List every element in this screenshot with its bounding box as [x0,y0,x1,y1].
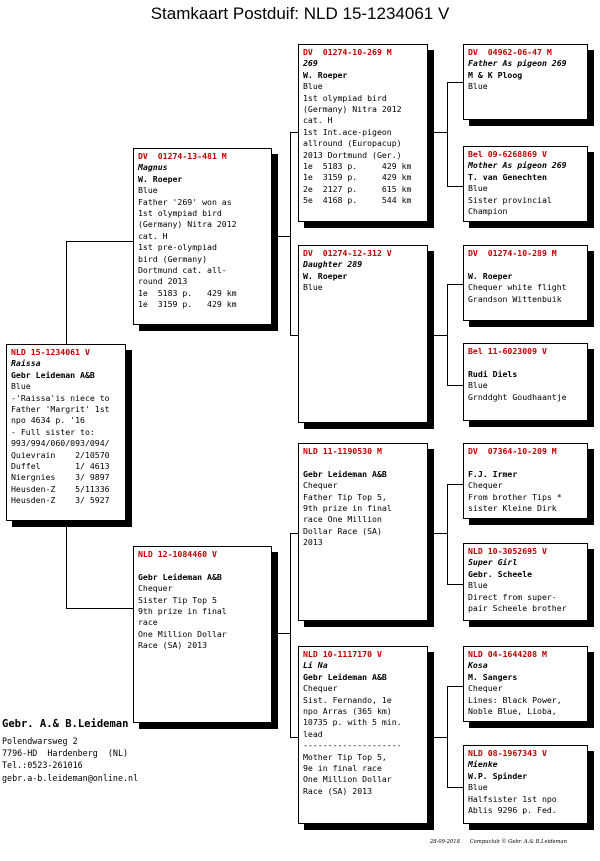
info-line: sister Kleine Dirk [468,503,557,514]
info-line: Blue [468,183,488,194]
info-line: Sister Tip Top 5 [138,594,217,605]
ring-number: DV 07364-10-209 M [468,446,557,456]
info-line: Chequer [303,480,338,491]
info-line: Niergnies 3/ 9897 [11,472,110,483]
ring-number: DV 01274-10-269 M [303,47,392,57]
info-line: race One Million [303,514,382,525]
info-line: 10735 p. with 5 min. [303,717,402,728]
info-line: (Germany) Nitra 2012 [138,219,237,230]
pigeon-name: Kosa [468,660,488,671]
info-line: Blue [468,81,488,92]
page-title: Stamkaart Postduif: NLD 15-1234061 V [150,4,450,23]
info-line: Father Tip Top 5, [303,491,387,502]
info-line: Grnddght Goudhaantje [468,391,567,402]
info-line: Lines: Black Power, [468,694,562,705]
pigeon-card-ss-dam[interactable] [463,146,588,222]
info-line: Chequer [138,583,173,594]
pigeon-name: Super Girl [468,557,518,568]
ring-number: DV 01274-13-481 M [138,151,227,161]
ring-number: DV 01274-12-312 V [303,248,392,258]
info-line: cat. H [138,230,168,241]
pigeon-card-dam-dam[interactable] [298,646,428,824]
pigeon-card-sd-dam[interactable] [463,343,588,421]
pigeon-card-sire-sire[interactable] [298,44,428,222]
pigeon-card-ds-dam[interactable] [463,543,588,621]
ring-number: DV 01274-10-289 M [468,248,557,258]
info-line: Halfsister 1st npo [468,793,557,804]
pigeon-card-ss-sire[interactable] [463,44,588,120]
owner-name: T. van Genechten [468,171,547,182]
info-line: 9e in final race [303,763,382,774]
info-line: Blue [468,580,488,591]
ring-number: DV 04962-06-47 M [468,47,552,57]
owner-name: Gebr Leideman A&B [303,468,387,479]
info-line: (Germany) Nitra 2012 [303,104,402,115]
info-line: Chequer [303,683,338,694]
info-line: 1e 5183 p. 429 km [303,161,412,172]
info-line: 993/994/060/093/094/ [11,438,110,449]
info-line: Heusden-Z 5/11336 [11,483,110,494]
ring-number: NLD 11-1190530 M [303,446,382,456]
pigeon-card-sire-dam[interactable] [298,245,428,423]
breeder-city: 7796-HD Hardenberg (NL) [2,748,129,759]
owner-name: Gebr Leideman A&B [138,571,222,582]
pigeon-name: Li Na [303,660,328,671]
info-line: Dollar Race (SA) [303,525,382,536]
pigeon-card-sire[interactable] [133,148,272,325]
info-line: cat. H [303,115,333,126]
info-line: 1st olympiad bird [303,92,387,103]
info-line: Blue [468,782,488,793]
ring-number: NLD 12-1084460 V [138,549,217,559]
info-line: 1st olympiad bird [138,208,222,219]
info-line: race [138,617,158,628]
pigeon-card-dd-sire[interactable] [463,646,588,722]
info-line: Blue [303,81,323,92]
info-line: npo 4634 p. '16 [11,415,85,426]
pigeon-name: Mienke [468,759,498,770]
info-line: Father 'Margrit' 1st [11,404,110,415]
info-line: Mother Tip Top 5, [303,751,387,762]
info-line: Father '269' won as [138,196,232,207]
info-line: 1st Int.ace-pigeon [303,126,392,137]
owner-name: M. Sangers [468,671,518,682]
pigeon-name: Raissa [11,358,41,369]
info-line: Sister provincial [468,194,552,205]
breeder-phone: Tel.:0523-261016 [2,760,83,771]
info-line: Heusden-Z 3/ 5927 [11,495,110,506]
pigeon-card-dam-sire[interactable] [298,443,428,621]
info-line: Blue [468,380,488,391]
info-line: bird (Germany) [138,253,208,264]
info-line: Duffel 1/ 4613 [11,461,110,472]
pigeon-name: Father As pigeon 269 [468,58,567,69]
info-line: Champion [468,206,508,217]
breeder-name: Gebr. A.& B.Leideman [2,718,129,730]
pigeon-card-dd-dam[interactable] [463,745,588,824]
ring-number: Bel 09-6268869 V [468,149,547,159]
owner-name: Gebr Leideman A&B [11,369,95,380]
info-line: - Full sister to: [11,426,95,437]
info-line: 2e 2127 p. 615 km [303,183,412,194]
pigeon-name [468,357,584,368]
owner-name: W. Roeper [468,270,513,281]
info-line: 2013 Dortmund (Ger.) [303,149,402,160]
info-line: lead [303,728,323,739]
info-line: npo Arras (365 km) [303,706,392,717]
info-line: Ablis 9296 p. Fed. [468,805,557,816]
ring-number: NLD 10-1117170 V [303,649,382,659]
info-line: allround (Europacup) [303,138,402,149]
info-line: Blue [11,381,31,392]
info-line: One Million Dollar [303,774,392,785]
info-line: pair Scheele brother [468,603,567,614]
owner-name: Gebr. Scheele [468,568,533,579]
ring-number: NLD 15-1234061 V [11,347,90,357]
breeder-address: Polendwarsweg 2 [2,736,78,746]
info-line: 1st pre-olympiad [138,242,217,253]
info-line: Blue [138,185,158,196]
owner-name: W. Roeper [303,270,348,281]
info-line: Noble Blue, Lioba, [468,706,557,717]
owner-name: W. Roeper [138,173,183,184]
pigeon-name [138,560,268,571]
info-line: -'Raissa'is niece to [11,392,110,403]
pigeon-name [303,457,424,468]
ring-number: Bel 11-6023009 V [468,346,547,356]
breeder-info [2,718,138,784]
info-line: 1e 3159 p. 429 km [303,172,412,183]
pigeon-name: Mother As pigeon 269 [468,160,567,171]
info-line: Sist. Fernando, 1e [303,694,392,705]
pigeon-name [468,259,584,270]
pigeon-card-ds-sire[interactable] [463,443,588,519]
info-line: 1e 3159 p. 429 km [138,299,237,310]
pigeon-name: 269 [303,58,318,69]
info-line: Grandson Wittenbuik [468,293,562,304]
ring-number: NLD 04-1644208 M [468,649,547,659]
info-line: Direct from super- [468,591,557,602]
pigeon-card-subject[interactable] [6,344,126,521]
info-line: 9th prize in final [138,606,227,617]
pigeon-name [468,457,584,468]
info-line: Chequer white flight [468,282,567,293]
info-line: Chequer [468,480,503,491]
info-line: Blue [303,282,323,293]
info-line: 2013 [303,537,323,548]
owner-name: W. Roeper [303,69,348,80]
owner-name: Rudi Diels [468,368,518,379]
info-line: 9th prize in final [303,503,392,514]
breeder-email[interactable]: gebr.a-b.leideman@online.nl [2,772,139,783]
owner-name: Gebr Leideman A&B [303,671,387,682]
pigeon-card-dam[interactable] [133,546,272,723]
info-line: Quievrain 2/10570 [11,449,110,460]
pigeon-name: Daughter 289 [303,259,363,270]
info-line: Race (SA) 2013 [138,640,208,651]
ring-number: NLD 08-1967343 V [468,748,547,758]
owner-name: M & K Ploog [468,69,523,80]
pigeon-card-sd-sire[interactable] [463,245,588,321]
info-line: 5e 4168 p. 544 km [303,195,412,206]
footer-credit: 28-09-2018 Compuclub © Gebr. A.& B.Leideman [430,839,567,845]
info-line: 1e 5183 p. 429 km [138,287,237,298]
info-line: From brother Tips * [468,491,562,502]
ring-number: NLD 10-3052695 V [468,546,547,556]
pigeon-name: Magnus [138,162,168,173]
owner-name: W.P. Spinder [468,770,528,781]
info-line: Race (SA) 2013 [303,785,373,796]
owner-name: F.J. Irmer [468,468,518,479]
info-line: -------------------- [303,740,402,751]
info-line: One Million Dollar [138,628,227,639]
info-line: round 2013 [138,276,188,287]
info-line: Dortmund cat. all- [138,265,227,276]
info-line: Chequer [468,683,503,694]
